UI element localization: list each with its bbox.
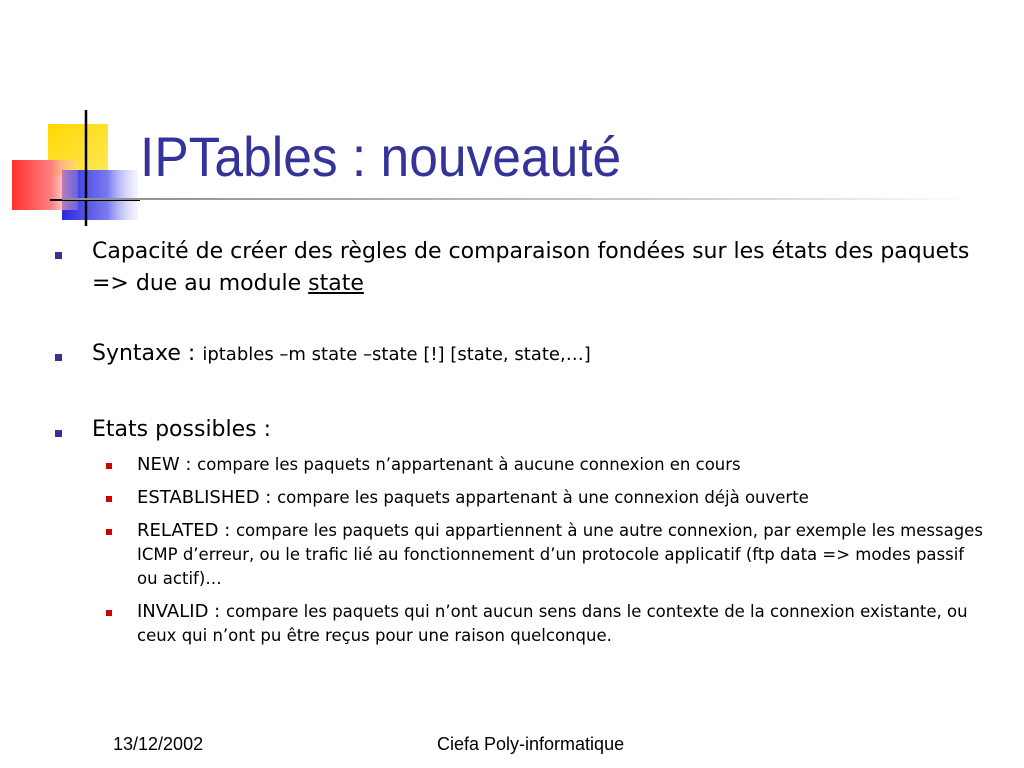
list-item xyxy=(92,338,972,371)
state-description: compare les paquets appartenant à une connexion déjà ouverte xyxy=(277,488,809,507)
sub-bullet-marker xyxy=(106,529,112,535)
bullet-marker xyxy=(55,430,62,437)
bullet-text: Etats possibles : xyxy=(92,417,272,442)
state-label: ESTABLISHED : xyxy=(137,487,278,508)
bullet-text: Syntaxe : xyxy=(92,341,203,366)
state-label: INVALID : xyxy=(137,601,226,622)
bullet-text: Capacité de créer des règles de comparaison fondées sur les états des paquets => due au module xyxy=(92,239,970,296)
bullet-marker xyxy=(55,252,62,259)
title-divider xyxy=(62,198,972,200)
list-item xyxy=(92,236,972,300)
list-item xyxy=(92,414,972,446)
state-label: RELATED : xyxy=(137,520,236,541)
footer-organization: Ciefa Poly-informatique xyxy=(437,734,625,754)
logo-red-square xyxy=(12,160,78,210)
state-description: compare les paquets qui appartiennent à une autre connexion, par exemple les messages ICMP d’erreur, ou le trafic lié au fonctionnement d’un protocole applicatif (ftp data => modes passif ou actif)… xyxy=(137,521,983,588)
sub-list-item xyxy=(137,519,987,591)
sub-list-item xyxy=(137,453,987,477)
sub-list-item xyxy=(137,486,987,510)
state-description: compare les paquets qui n’ont aucun sens dans le contexte de la connexion existante, ou ceux qui n’ont pu être reçus pour une raison quelconque. xyxy=(137,602,968,645)
decorative-logo xyxy=(0,0,150,230)
state-module-link: state xyxy=(308,271,364,296)
syntax-command: iptables –m state –state [!] [state, state,…] xyxy=(202,344,591,365)
sub-bullet-marker xyxy=(106,463,112,469)
footer-date: 13/12/2002 xyxy=(113,734,204,754)
bullet-marker xyxy=(55,354,62,361)
state-description: compare les paquets n’appartenant à aucune connexion en cours xyxy=(197,455,741,474)
page-title: IPTables : nouveauté xyxy=(140,125,622,188)
state-label: NEW : xyxy=(137,454,198,475)
sub-bullet-marker xyxy=(106,496,112,502)
sub-bullet-marker xyxy=(106,610,112,616)
sub-list-item xyxy=(137,600,987,648)
